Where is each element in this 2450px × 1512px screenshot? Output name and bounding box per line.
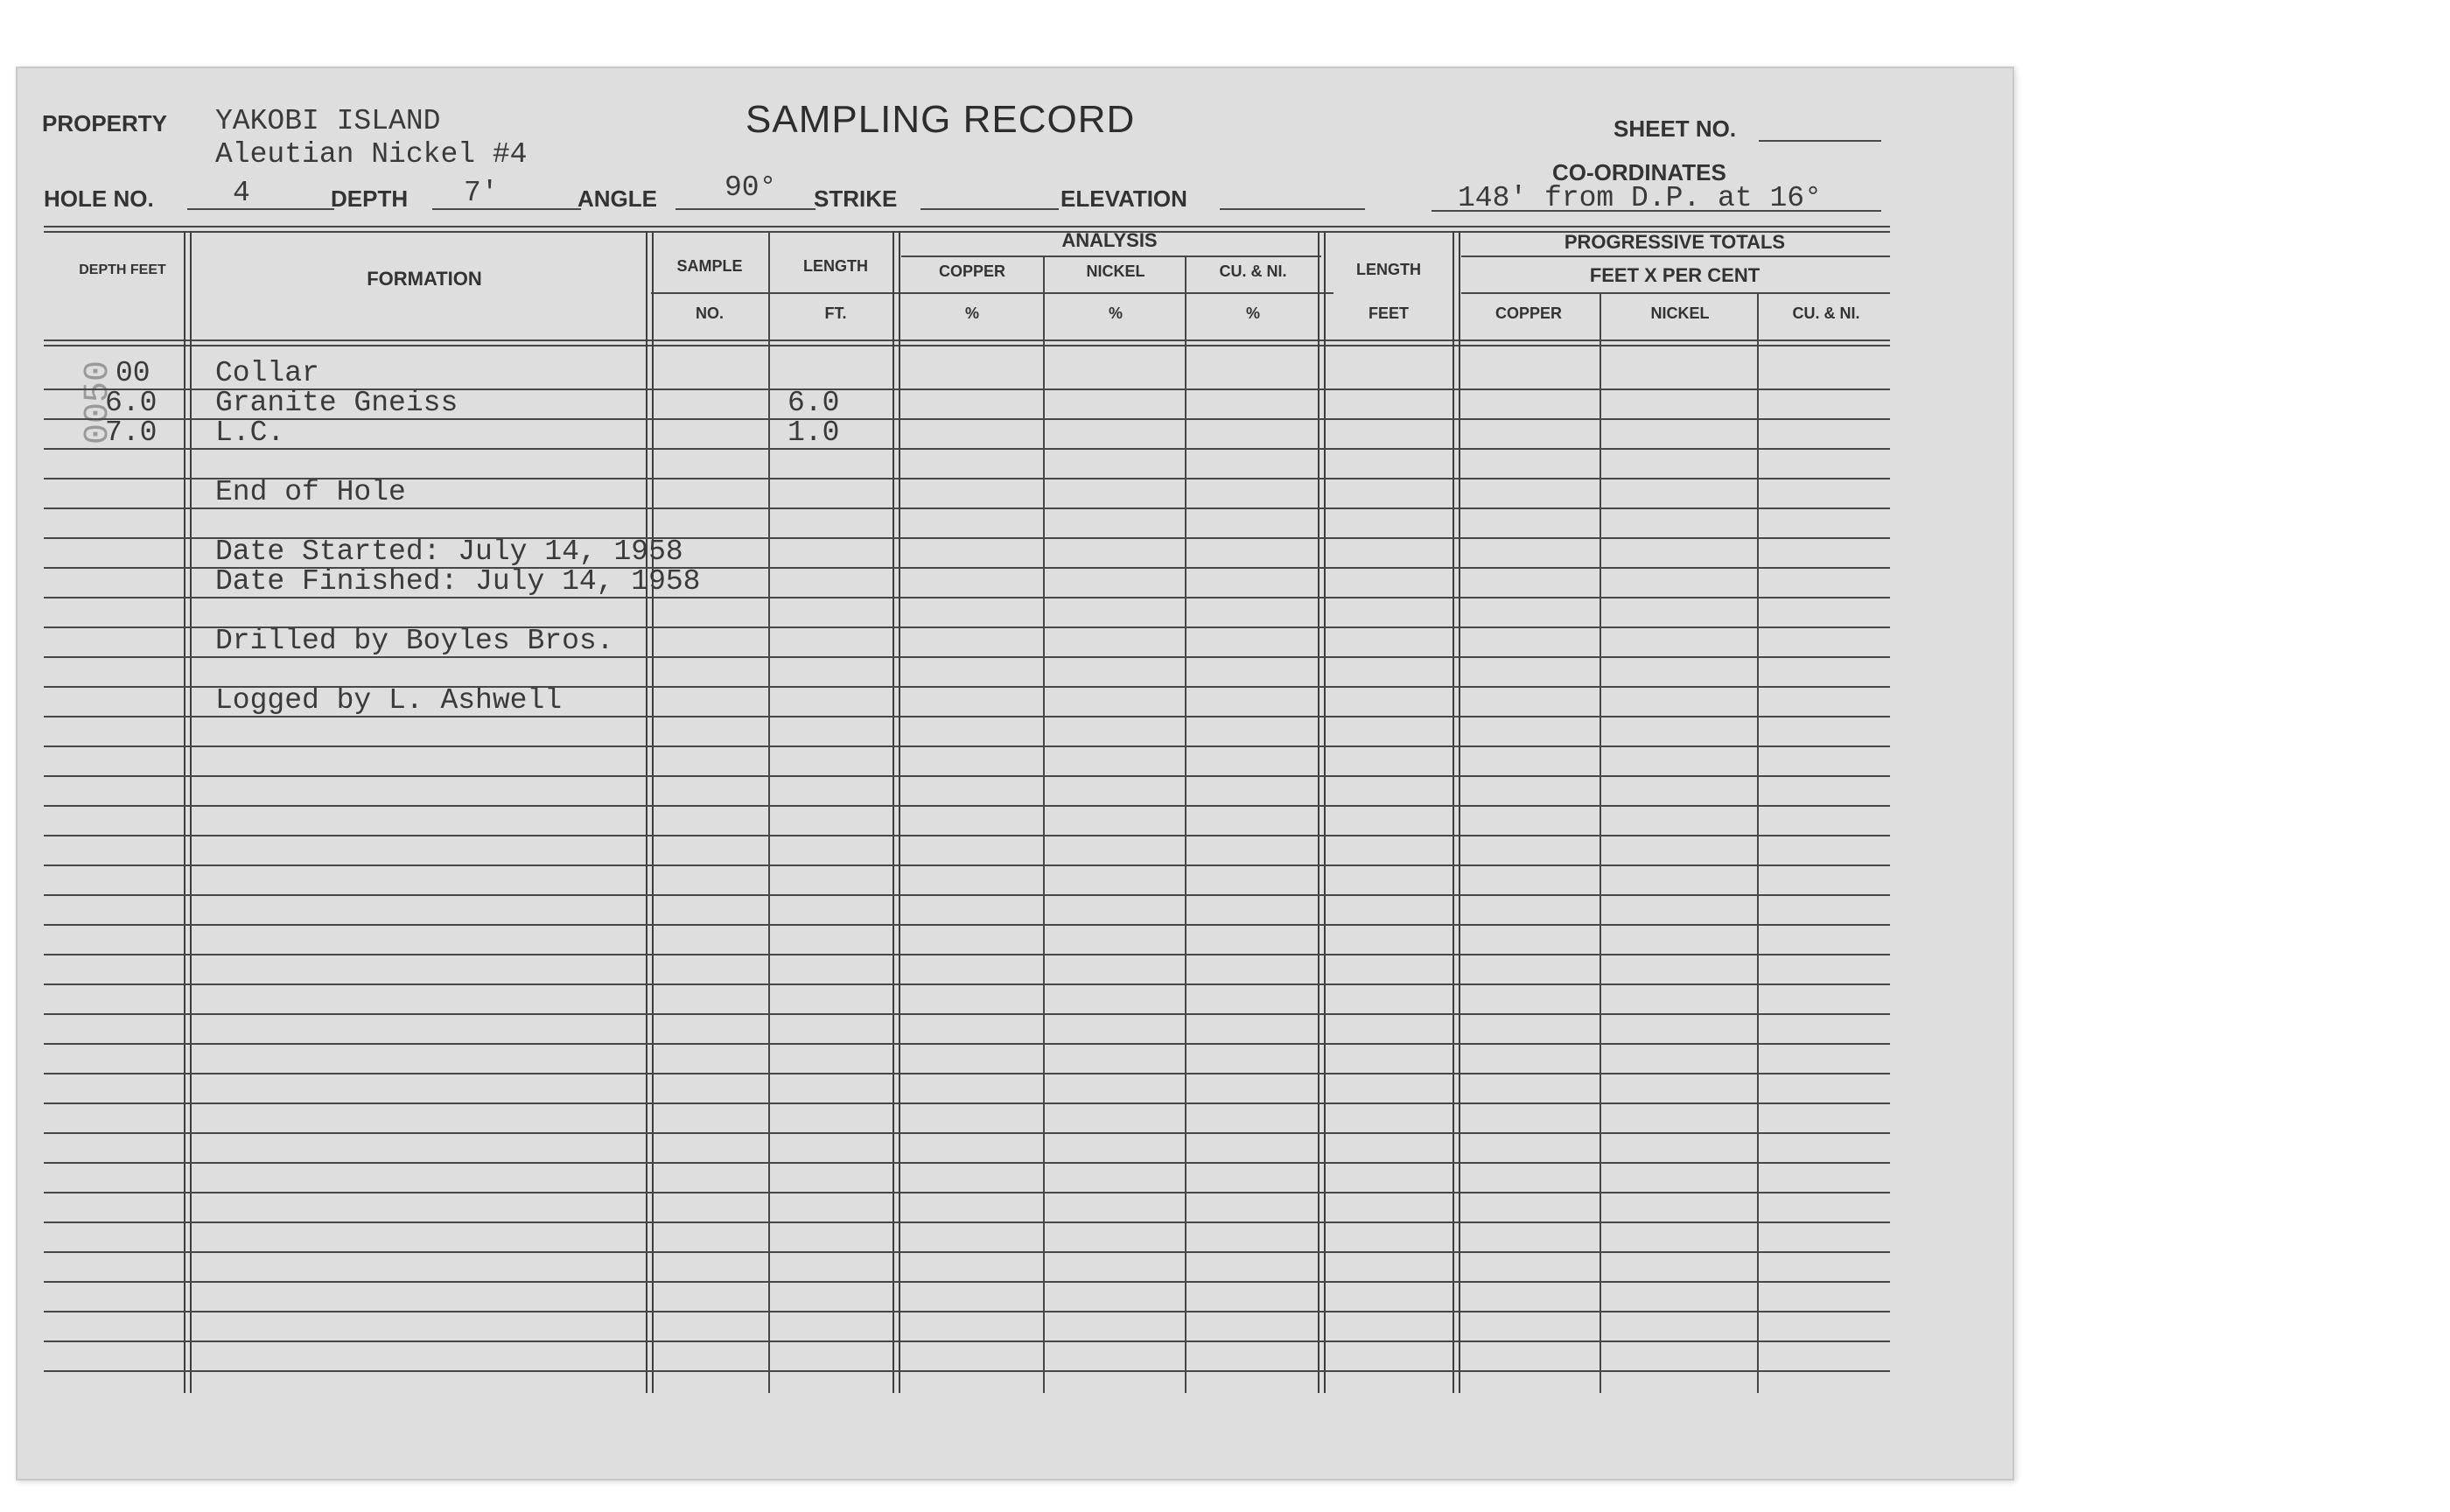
header-feet: FEET xyxy=(1368,304,1409,322)
progressive-sub-rule xyxy=(1461,256,1890,257)
note-date-finished: Date Finished: July 14, 1958 xyxy=(215,565,701,598)
depth-label: DEPTH xyxy=(331,186,409,212)
col-rule-nickel2 xyxy=(1757,292,1759,1393)
margin-stamp: 0050 xyxy=(79,360,118,444)
row-rule xyxy=(44,1132,1890,1134)
row-2-formation: Granite Gneiss xyxy=(215,387,458,419)
angle-label: ANGLE xyxy=(578,186,657,212)
row-rule xyxy=(44,805,1890,807)
row-rule xyxy=(44,567,1890,569)
angle-value: 90° xyxy=(724,172,777,204)
row-rule xyxy=(44,1222,1890,1223)
row-rule xyxy=(44,1251,1890,1253)
row-rule xyxy=(44,388,1890,390)
col-rule-formation xyxy=(646,231,654,1393)
form-title: SAMPLING RECORD xyxy=(746,98,1136,141)
row-rule xyxy=(44,1073,1890,1074)
header-formation: FORMATION xyxy=(367,268,482,290)
header-copper-2: COPPER xyxy=(1494,304,1563,322)
row-rule xyxy=(44,746,1890,747)
progressive-sub-rule-2 xyxy=(1461,292,1890,294)
row-rule xyxy=(44,864,1890,866)
depth-value: 7' xyxy=(464,177,499,209)
row-rule xyxy=(44,686,1890,688)
sampling-record-sheet xyxy=(16,66,2014,1480)
table-top-rule xyxy=(44,226,1890,228)
header-length-2: LENGTH xyxy=(1356,261,1421,278)
row-rule xyxy=(44,894,1890,896)
sheet-no-label: SHEET NO. xyxy=(1614,116,1737,142)
row-2-depth: 6.0 xyxy=(105,387,158,419)
col-rule-length xyxy=(892,231,900,1393)
header-nickel-2: NICKEL xyxy=(1650,304,1710,322)
header-sample-no: NO. xyxy=(695,304,724,322)
row-3-depth: 7.0 xyxy=(105,416,158,449)
row-rule xyxy=(44,954,1890,956)
header-bottom-rule-2 xyxy=(44,345,1890,346)
header-sample: SAMPLE xyxy=(676,257,743,275)
note-drilled-by: Drilled by Boyles Bros. xyxy=(215,625,614,657)
row-rule xyxy=(44,478,1890,480)
row-rule xyxy=(44,597,1890,598)
col-rule-cuni xyxy=(1318,231,1326,1393)
row-2-length: 6.0 xyxy=(788,387,840,419)
col-rule-length2 xyxy=(1452,231,1460,1393)
row-rule xyxy=(44,656,1890,658)
header-cu-ni-2: CU. & NI. xyxy=(1792,304,1860,322)
header-progressive-totals: PROGRESSIVE TOTALS xyxy=(1564,231,1786,253)
row-rule xyxy=(44,1102,1890,1104)
row-rule xyxy=(44,1311,1890,1312)
col-rule-copper2 xyxy=(1600,292,1601,1393)
depth-line xyxy=(432,208,581,210)
hole-no-label: HOLE NO. xyxy=(44,186,154,212)
row-rule xyxy=(44,1340,1890,1342)
row-rule xyxy=(44,1162,1890,1164)
coordinates-line xyxy=(1432,210,1881,212)
header-feet-x-per-cent: FEET X PER CENT xyxy=(1589,264,1760,286)
hole-no-value: 4 xyxy=(233,177,250,209)
sheet-no-line xyxy=(1759,140,1881,142)
row-rule xyxy=(44,1013,1890,1015)
col-rule-depth xyxy=(184,231,192,1393)
header-nickel: NICKEL xyxy=(1086,262,1145,280)
header-copper-percent: % xyxy=(964,304,979,322)
row-1-formation: Collar xyxy=(215,357,319,389)
row-rule xyxy=(44,835,1890,836)
row-rule xyxy=(44,1370,1890,1372)
header-nickel-percent: % xyxy=(1108,304,1123,322)
row-rule xyxy=(44,508,1890,509)
header-analysis: ANALYSIS xyxy=(1061,229,1158,251)
note-date-started: Date Started: July 14, 1958 xyxy=(215,536,683,568)
row-1-depth: 00 xyxy=(116,357,150,389)
header-length: LENGTH xyxy=(803,257,868,275)
row-rule xyxy=(44,626,1890,628)
analysis-sub-rule xyxy=(901,256,1321,257)
row-rule xyxy=(44,448,1890,450)
angle-line xyxy=(676,208,816,210)
row-rule xyxy=(44,418,1890,420)
strike-line xyxy=(920,208,1059,210)
row-rule xyxy=(44,1281,1890,1283)
elevation-line xyxy=(1220,208,1365,210)
row-3-length: 1.0 xyxy=(788,416,840,449)
strike-label: STRIKE xyxy=(814,186,898,212)
hole-no-line xyxy=(187,208,334,210)
coordinates-value: 148' from D.P. at 16° xyxy=(1458,182,1822,214)
note-end-of-hole: End of Hole xyxy=(215,476,406,508)
row-rule xyxy=(44,984,1890,985)
header-mid-rule xyxy=(651,292,1334,294)
header-copper: COPPER xyxy=(938,262,1006,280)
row-rule xyxy=(44,1043,1890,1045)
row-rule xyxy=(44,924,1890,926)
row-3-formation: L.C. xyxy=(215,416,285,449)
row-rule xyxy=(44,1192,1890,1194)
header-bottom-rule xyxy=(44,340,1890,341)
property-value-line2: Aleutian Nickel #4 xyxy=(215,138,528,171)
header-cu-ni-percent: % xyxy=(1245,304,1260,322)
note-logged-by: Logged by L. Ashwell xyxy=(215,684,563,717)
coordinates-label: CO-ORDINATES xyxy=(1552,159,1726,186)
row-rule xyxy=(44,537,1890,539)
row-rule xyxy=(44,775,1890,777)
header-depth-feet: DEPTH FEET xyxy=(79,262,166,277)
row-rule xyxy=(44,716,1890,718)
property-value-line1: YAKOBI ISLAND xyxy=(215,105,441,137)
col-rule-sample xyxy=(768,231,770,1393)
property-label: PROPERTY xyxy=(42,110,168,136)
header-cu-ni: CU. & NI. xyxy=(1219,262,1287,280)
elevation-label: ELEVATION xyxy=(1060,186,1187,212)
header-length-ft: FT. xyxy=(824,304,847,322)
